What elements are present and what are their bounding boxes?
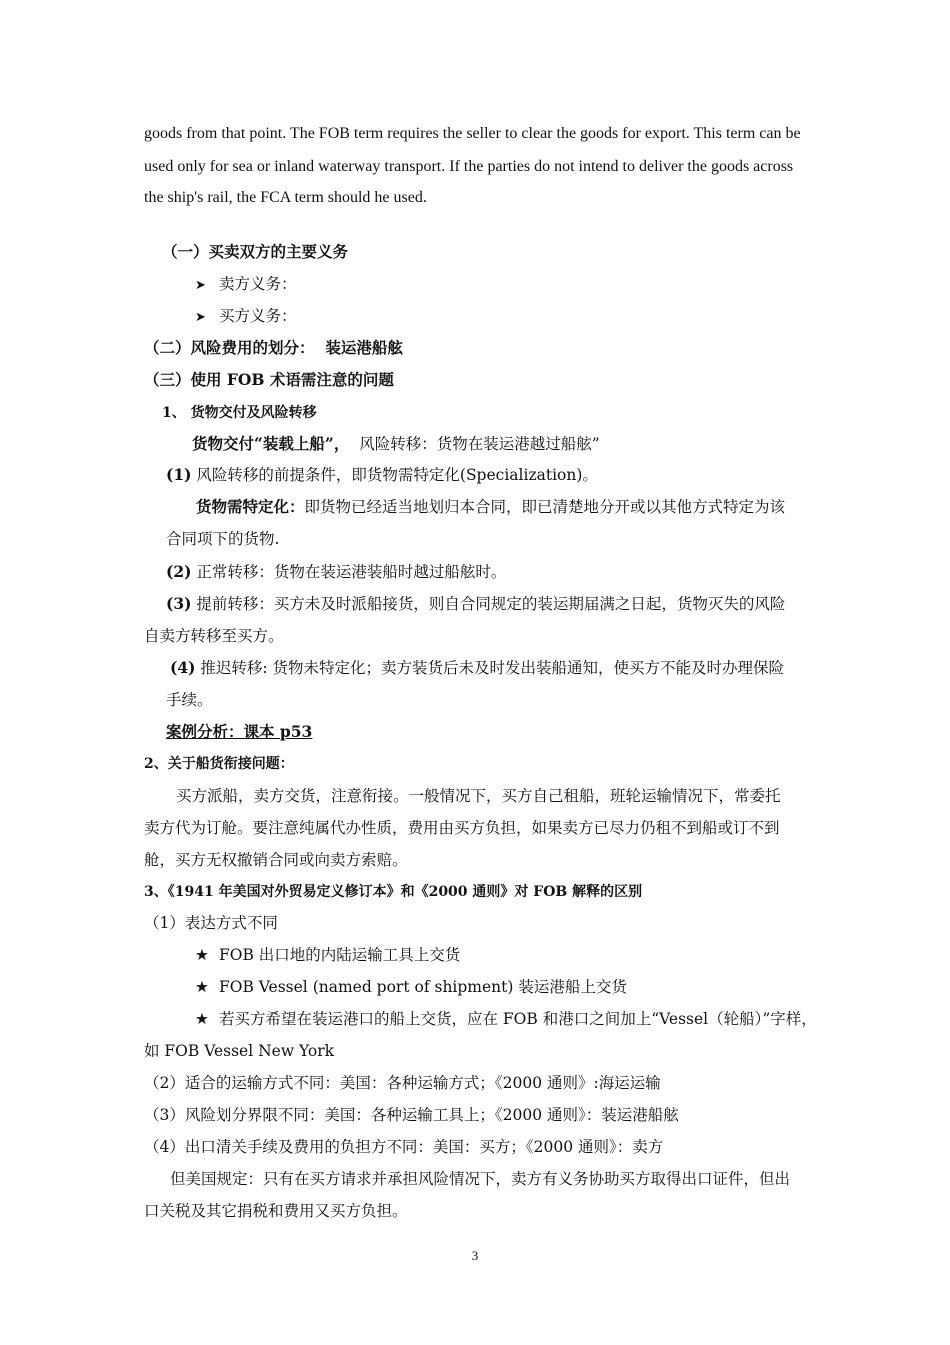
seller-obligation-label: 卖方义务：	[219, 275, 297, 293]
point-2-line-1: 买方派船，卖方交货，注意衔接。一般情况下，买方自己租船，班轮运输情况下，常委托	[176, 787, 781, 805]
point-1-item-4-line-1	[170, 658, 784, 678]
delivery-label: 货物交付“装载上船”，	[192, 434, 350, 453]
star-item-2	[195, 977, 627, 997]
section-3-heading: （三）使用 FOB 术语需注意的问题	[144, 370, 394, 389]
point-1-item-3-line-2: 自卖方转移至买方。	[144, 627, 284, 645]
point-2-heading: 2、关于船货衔接问题：	[144, 756, 294, 772]
star-bullet-icon: ★	[195, 946, 209, 964]
buyer-obligation-item	[195, 306, 297, 328]
section-2-heading	[144, 338, 403, 358]
point-3-item-2: （2）适合的运输方式不同：美国：各种运输方式；《2000 通则》:海运运输	[144, 1074, 661, 1092]
point-3-heading: 3、《1941 年美国对外贸易定义修订本》和《2000 通则》对 FOB 解释的区别	[144, 884, 643, 900]
point-1-item-2	[166, 562, 506, 582]
point-2-line-2: 卖方代为订舱。要注意纯属代办性质，费用由买方负担，如果卖方已尽力仍租不到船或订不到	[144, 819, 780, 837]
star-item-text: FOB 出口地的内陆运输工具上交货	[219, 946, 461, 964]
point-2-line-3: 舱，买方无权撤销合同或向卖方索赔。	[144, 851, 408, 869]
item-text: 风险转移的前提条件，即货物需特定化(Specialization)。	[196, 466, 598, 484]
point-1-item-4-line-2: 手续。	[166, 691, 213, 709]
specialization-term: 货物需特定化：	[196, 497, 305, 516]
item-number: (1)	[166, 465, 192, 484]
item-text: 提前转移：买方未及时派船接货，则自合同规定的装运期届满之日起，货物灭失的风险	[196, 595, 786, 613]
section-1-heading: （一）买卖双方的主要义务	[162, 242, 349, 261]
point-1-item-1	[166, 465, 598, 485]
star-bullet-icon: ★	[195, 1010, 209, 1028]
arrow-bullet-icon: ➤	[195, 278, 206, 293]
point-1-delivery-line	[192, 434, 600, 454]
item-number: (3)	[166, 594, 192, 613]
intro-line-2: used only for sea or inland waterway transport. If the parties do not intend to deliver the goods across	[144, 158, 794, 175]
page-number: 3	[471, 1248, 479, 1263]
star-item-3-continued: 如 FOB Vessel New York	[144, 1042, 335, 1060]
point-3-item-1: （1）表达方式不同	[144, 914, 278, 932]
intro-line-1: goods from that point. The FOB term requires the seller to clear the goods for export. This term can be	[144, 125, 801, 142]
risk-transfer-text: ：货物在装运港越过船舷”	[421, 435, 600, 453]
point-3-item-3: （3）风险划分界限不同：美国：各种运输工具上；《2000 通则》：装运港船舷	[144, 1106, 679, 1124]
arrow-bullet-icon: ➤	[195, 310, 206, 325]
star-bullet-icon: ★	[195, 978, 209, 996]
star-item-3	[195, 1009, 817, 1029]
item-number: (4)	[170, 658, 196, 677]
star-item-text: 若买方希望在装运港口的船上交货，应在 FOB 和港口之间加上“Vessel（轮船）”字样，	[219, 1010, 817, 1028]
item-text: 推迟转移: 货物未特定化；卖方装货后未及时发出装船通知，使买方不能及时办理保险	[200, 659, 785, 677]
case-analysis-link: 案例分析：课本 p53	[166, 722, 313, 741]
point-1-heading: 1、 货物交付及风险转移	[162, 405, 317, 421]
buyer-obligation-label: 买方义务：	[219, 307, 297, 325]
item-text: 正常转移：货物在装运港装船时越过船舷时。	[196, 563, 507, 581]
specialization-definition-line-2: 合同项下的货物.	[166, 530, 280, 548]
item-number: (2)	[166, 562, 192, 581]
us-note-line-1: 但美国规定：只有在买方请求并承担风险情况下，卖方有义务协助买方取得出口证件，但出	[170, 1170, 791, 1188]
section-2-value: 装运港船舷	[325, 338, 403, 357]
seller-obligation-item	[195, 274, 297, 296]
star-item-text: FOB Vessel (named port of shipment) 装运港船上交货	[219, 978, 627, 996]
us-note-line-2: 口关税及其它捐税和费用又买方负担。	[144, 1202, 408, 1220]
specialization-text: 即货物已经适当地划归本合同，即已清楚地分开或以其他方式特定为该	[304, 498, 786, 516]
section-2-title: （二）风险费用的划分：	[144, 338, 315, 357]
star-item-1	[195, 945, 460, 965]
risk-transfer-label: 风险转移	[359, 435, 422, 453]
point-1-item-3-line-1	[166, 594, 785, 614]
specialization-definition-line-1	[196, 497, 785, 517]
intro-line-3: the ship's rail, the FCA term should he used.	[144, 189, 427, 206]
point-3-item-4: （4）出口清关手续及费用的负担方不同：美国：买方；《2000 通则》：卖方	[144, 1138, 664, 1156]
